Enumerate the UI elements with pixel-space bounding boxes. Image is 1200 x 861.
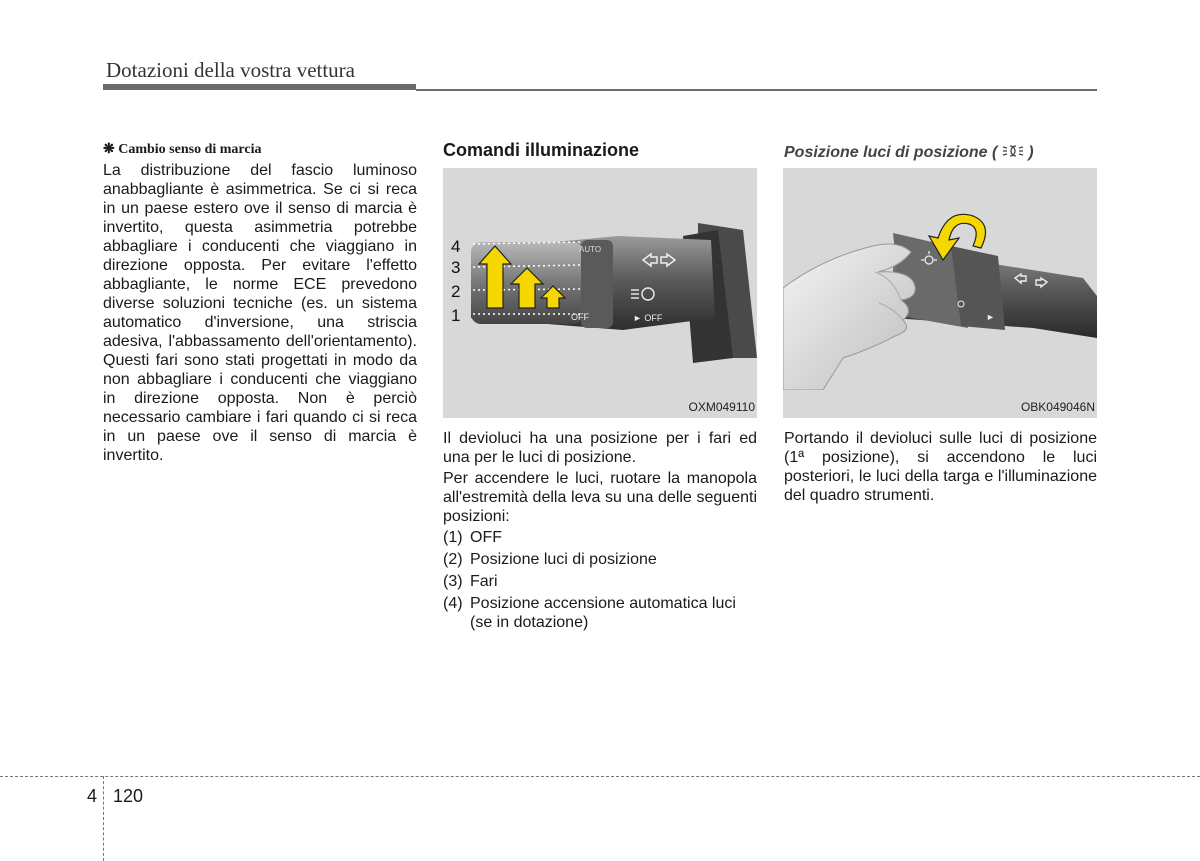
parking-light-illustration <box>783 168 1097 390</box>
list-item <box>443 594 757 632</box>
list-item <box>443 550 757 569</box>
list-num: (2) <box>443 551 463 568</box>
parking-light-icon <box>1002 144 1024 158</box>
page-number-value: 120 <box>113 786 144 806</box>
auto-marking: AUTO <box>579 245 602 254</box>
lighting-stalk-figure <box>443 168 757 418</box>
section-intro: Il devioluci ha una posizione per i fari ed una per le luci di posizione. <box>443 430 757 466</box>
subsection-text <box>784 429 1097 507</box>
chapter-number: 4 <box>87 786 98 806</box>
footer-rule <box>0 776 1200 777</box>
list-item <box>443 572 757 591</box>
header-title: Dotazioni della vostra vettura <box>106 58 355 82</box>
subsection-column <box>784 142 1097 164</box>
figure-label-1: 1 <box>451 306 461 325</box>
list-num: (3) <box>443 573 463 590</box>
header-rule-thin <box>416 89 1097 91</box>
parking-light-figure <box>783 168 1097 418</box>
figure-label-3: 3 <box>451 258 461 277</box>
lighting-stalk-illustration <box>443 168 757 390</box>
note-heading: ❋ Cambio senso di marcia <box>103 142 262 157</box>
footer-vrule <box>103 776 104 861</box>
list-label: Posizione accensione automatica luci (se in dotazione) <box>470 595 736 631</box>
header-rule <box>103 84 416 90</box>
list-label: Fari <box>470 573 498 590</box>
subsection-body: Portando il devioluci sulle luci di posizione (1ª posizione), si accendono le luci posteriori, le luci della targa e l'illuminazione del quadro strumenti. <box>784 430 1097 504</box>
figure-label-2: 2 <box>451 282 461 301</box>
figure-code: OXM049110 <box>688 400 755 414</box>
off-marking-1: OFF <box>571 312 589 322</box>
section-title: Comandi illuminazione <box>443 140 640 160</box>
subsection-title-post: ) <box>1028 144 1034 161</box>
section-column <box>443 139 757 161</box>
note-column <box>103 141 417 465</box>
section-text <box>443 429 757 632</box>
list-num: (4) <box>443 595 463 612</box>
subsection-title <box>784 142 1097 164</box>
off-marking-2: ► OFF <box>633 313 663 323</box>
subsection-title-pre: Posizione luci di posizione ( <box>784 144 998 161</box>
list-label: OFF <box>470 529 502 546</box>
note-body: La distribuzione del fascio luminoso anabbagliante è asimmetrica. Se ci si reca in un paese estero ove il senso di marcia è invertito, questa asimmetria potrebbe abbagliare i conducenti che viaggiano in direzione opposta. Per evitare l'effetto abbagliante, le norme ECE prevedono diverse soluzioni tecniche (es. un sistema automatico d'inversione, una striscia adesiva, l'abbassamento dell'orientamento). Questi fari sono stati progettati in modo da non abbagliare i conducenti che viaggiano in direzione opposta. Non è perciò necessario cambiare i fari quando ci si reca in un paese ove il senso di marcia è invertito. <box>103 162 417 464</box>
list-label: Posizione luci di posizione <box>470 551 657 568</box>
svg-text:►: ► <box>986 312 995 322</box>
figure-label-4: 4 <box>451 237 461 256</box>
section-instruction: Per accendere le luci, ruotare la manopola all'estremità della leva su una delle seguenti posizioni: <box>443 470 757 525</box>
list-item <box>443 528 757 547</box>
list-num: (1) <box>443 529 463 546</box>
figure-code: OBK049046N <box>1020 400 1095 414</box>
